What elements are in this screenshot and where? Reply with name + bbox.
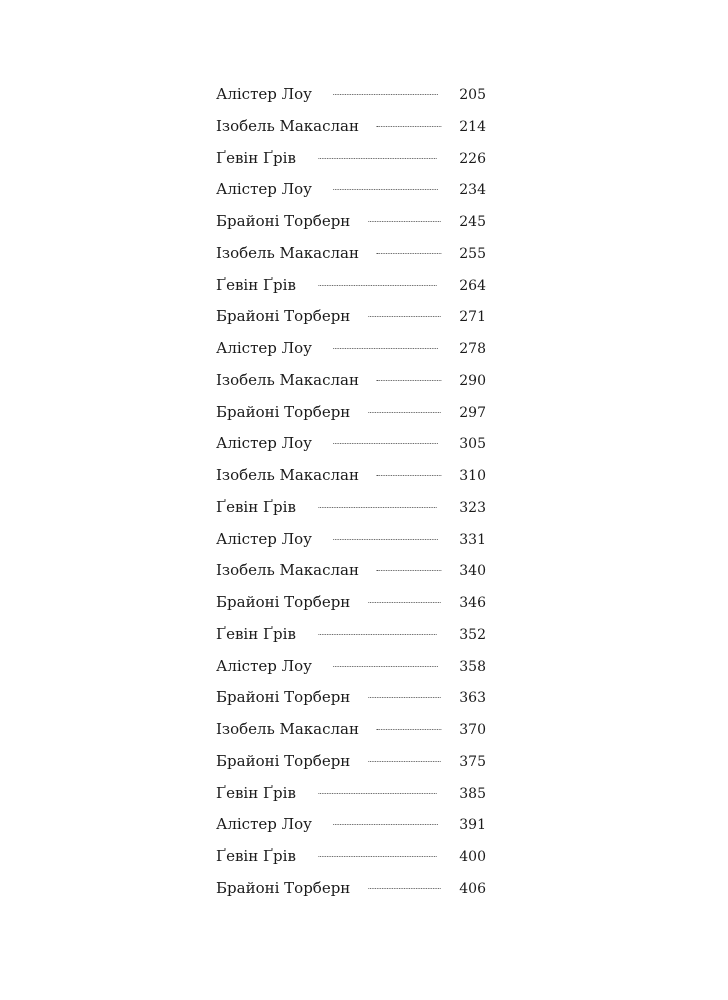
toc-entry-page-number: 406 bbox=[459, 880, 486, 897]
toc-entry-title: Ізобель Макаслан bbox=[216, 561, 359, 580]
toc-entry-page-number: 226 bbox=[459, 150, 486, 167]
toc-entry-title: Брайоні Торберн bbox=[216, 402, 351, 421]
dot-leader bbox=[377, 380, 442, 381]
toc-entry bbox=[216, 682, 486, 714]
toc-entry bbox=[216, 778, 486, 810]
toc-entry-title: Ґевін Ґрів bbox=[216, 783, 296, 802]
toc-entry-page-number: 245 bbox=[459, 214, 486, 230]
toc-entry-page-number: 385 bbox=[459, 785, 486, 802]
toc-entry bbox=[216, 746, 486, 778]
toc-entry bbox=[216, 270, 486, 302]
dot-leader bbox=[377, 126, 442, 127]
toc-entry-title: Брайоні Торберн bbox=[216, 212, 351, 230]
toc-entry bbox=[216, 206, 486, 238]
dot-leader bbox=[377, 475, 442, 476]
toc-entry bbox=[216, 111, 486, 143]
toc-entry-title: Ґевін Ґрів bbox=[216, 275, 296, 294]
dot-leader bbox=[318, 856, 436, 857]
toc-entry-title: Алістер Лоу bbox=[216, 85, 313, 103]
dot-leader bbox=[369, 316, 441, 317]
toc-entry-page-number: 271 bbox=[459, 309, 486, 326]
dot-leader bbox=[333, 94, 438, 95]
toc-entry-page-number: 214 bbox=[459, 118, 486, 135]
toc-entry bbox=[216, 174, 486, 206]
toc-entry bbox=[216, 587, 486, 619]
dot-leader bbox=[318, 634, 436, 635]
dot-leader bbox=[377, 570, 442, 571]
dot-leader bbox=[369, 412, 441, 413]
toc-entry-title: Алістер Лоу bbox=[216, 529, 313, 548]
table-of-contents bbox=[216, 79, 486, 905]
dot-leader bbox=[377, 729, 442, 730]
toc-entry bbox=[216, 841, 486, 873]
toc-entry bbox=[216, 524, 486, 556]
toc-entry-title: Ізобель Макаслан bbox=[216, 370, 359, 389]
toc-entry bbox=[216, 555, 486, 587]
dot-leader bbox=[377, 253, 442, 254]
dot-leader bbox=[318, 285, 436, 286]
toc-entry-title: Ґевін Ґрів bbox=[216, 847, 296, 865]
dot-leader bbox=[333, 666, 438, 667]
toc-entry-title: Алістер Лоу bbox=[216, 434, 313, 453]
toc-entry-title: Ізобель Макаслан bbox=[216, 466, 359, 484]
toc-entry bbox=[216, 873, 486, 905]
dot-leader bbox=[318, 158, 436, 159]
toc-entry bbox=[216, 651, 486, 683]
toc-entry-title: Алістер Лоу bbox=[216, 339, 313, 357]
toc-entry-page-number: 400 bbox=[459, 849, 486, 865]
dot-leader bbox=[369, 888, 441, 889]
toc-entry bbox=[216, 365, 486, 397]
toc-entry-page-number: 358 bbox=[459, 658, 486, 675]
dot-leader bbox=[333, 443, 438, 444]
toc-entry-title: Ізобель Макаслан bbox=[216, 243, 359, 262]
toc-entry-page-number: 305 bbox=[459, 436, 486, 453]
toc-entry bbox=[216, 143, 486, 175]
toc-entry-page-number: 331 bbox=[459, 531, 486, 548]
toc-entry bbox=[216, 809, 486, 841]
toc-entry-page-number: 290 bbox=[459, 372, 486, 389]
toc-entry-page-number: 352 bbox=[459, 626, 486, 643]
toc-entry-page-number: 205 bbox=[459, 87, 486, 103]
dot-leader bbox=[369, 761, 441, 762]
toc-entry-page-number: 234 bbox=[459, 182, 486, 199]
toc-entry-page-number: 323 bbox=[459, 499, 486, 516]
dot-leader bbox=[318, 507, 436, 508]
toc-entry-title: Брайоні Торберн bbox=[216, 688, 351, 707]
toc-entry-page-number: 375 bbox=[459, 753, 486, 770]
toc-entry bbox=[216, 460, 486, 492]
dot-leader bbox=[333, 824, 438, 825]
toc-entry-page-number: 310 bbox=[459, 468, 486, 484]
toc-entry-page-number: 278 bbox=[459, 341, 486, 357]
dot-leader bbox=[333, 348, 438, 349]
toc-entry-page-number: 370 bbox=[459, 722, 486, 738]
toc-entry-title: Ізобель Макаслан bbox=[216, 720, 359, 738]
dot-leader bbox=[369, 697, 441, 698]
toc-entry bbox=[216, 397, 486, 429]
dot-leader bbox=[369, 602, 441, 603]
dot-leader bbox=[369, 221, 441, 222]
toc-entry-page-number: 264 bbox=[459, 277, 486, 294]
dot-leader bbox=[333, 189, 438, 190]
toc-entry-title: Ізобель Макаслан bbox=[216, 116, 359, 135]
toc-entry-page-number: 346 bbox=[459, 595, 486, 611]
toc-entry bbox=[216, 79, 486, 111]
toc-entry bbox=[216, 333, 486, 365]
toc-entry-title: Брайоні Торберн bbox=[216, 307, 351, 326]
toc-entry-title: Ґевін Ґрів bbox=[216, 624, 296, 643]
toc-entry bbox=[216, 238, 486, 270]
toc-entry bbox=[216, 492, 486, 524]
toc-entry bbox=[216, 619, 486, 651]
toc-entry-title: Алістер Лоу bbox=[216, 180, 313, 199]
toc-entry-page-number: 255 bbox=[459, 245, 486, 262]
toc-entry-title: Брайоні Торберн bbox=[216, 878, 351, 897]
toc-entry-title: Ґевін Ґрів bbox=[216, 148, 296, 167]
toc-entry-title: Ґевін Ґрів bbox=[216, 497, 296, 516]
toc-entry bbox=[216, 714, 486, 746]
dot-leader bbox=[318, 793, 436, 794]
toc-entry-title: Алістер Лоу bbox=[216, 815, 313, 834]
dot-leader bbox=[333, 539, 438, 540]
toc-entry-title: Брайоні Торберн bbox=[216, 751, 351, 770]
toc-entry-page-number: 340 bbox=[459, 563, 486, 580]
toc-entry-page-number: 391 bbox=[459, 817, 486, 834]
toc-entry-title: Алістер Лоу bbox=[216, 656, 313, 675]
toc-entry bbox=[216, 428, 486, 460]
toc-entry bbox=[216, 301, 486, 333]
toc-entry-page-number: 297 bbox=[459, 404, 486, 421]
toc-entry-page-number: 363 bbox=[459, 690, 486, 707]
toc-entry-title: Брайоні Торберн bbox=[216, 593, 351, 611]
